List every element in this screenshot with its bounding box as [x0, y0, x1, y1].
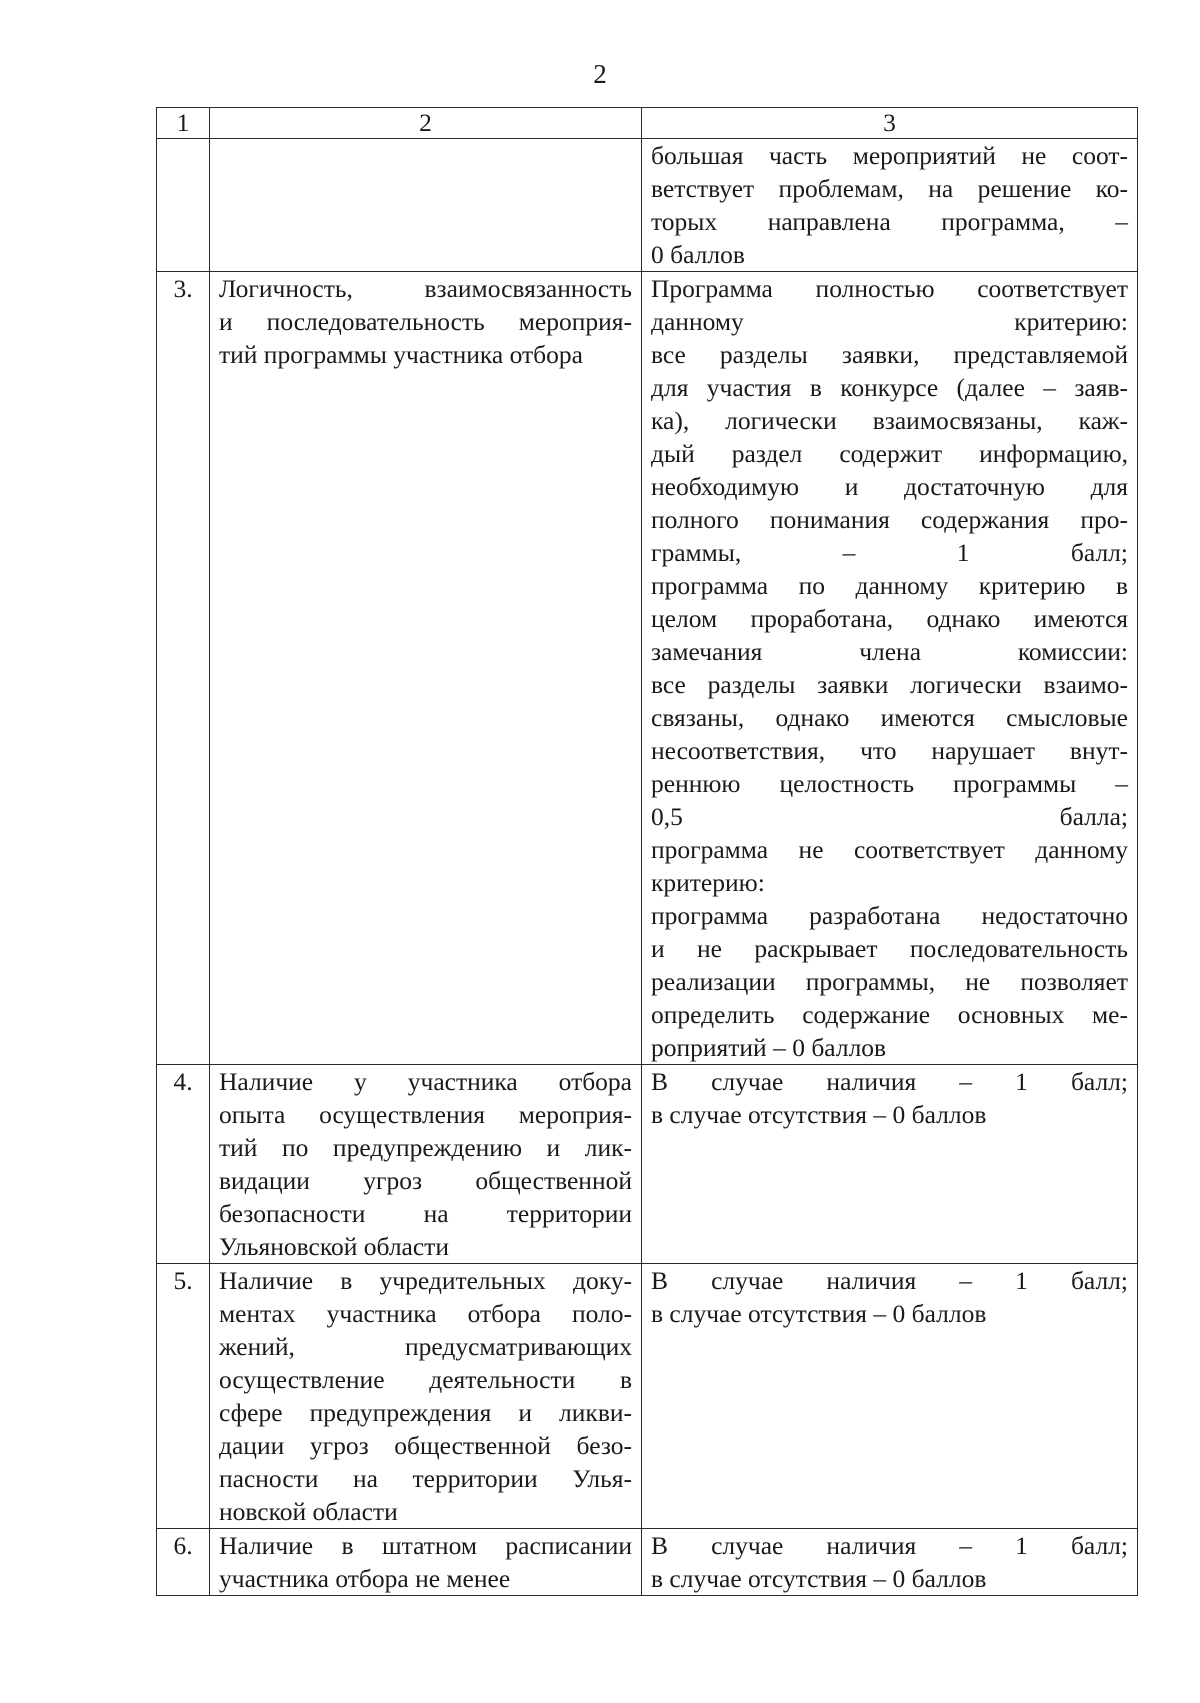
text-line: полного понимания содержания про- [651, 505, 1128, 534]
text-line: опыта осуществления мероприя- [219, 1100, 632, 1129]
table-row [157, 1529, 1138, 1596]
text-line: целом проработана, однако имеются [651, 604, 1128, 633]
table-row-continued [157, 139, 1138, 272]
text-line: Наличие у участника отбора [219, 1067, 632, 1096]
header-col-3: 3 [642, 108, 1138, 139]
score-cell [642, 1065, 1138, 1264]
text-line: необходимую и достаточную для [651, 472, 1128, 501]
text-line: 0 баллов [651, 240, 745, 269]
text-line: и последовательность мероприя- [219, 307, 632, 336]
text-line: Логичность, взаимосвязанность [219, 274, 632, 303]
text-line: несоответствия, что нарушает внут- [651, 736, 1128, 765]
criterion-text [219, 272, 632, 371]
text-line: 0,5 балла; [651, 802, 1128, 831]
text-line: все разделы заявки, представляемой [651, 340, 1128, 369]
score-cell [642, 1264, 1138, 1529]
text-line: в случае отсутствия – 0 баллов [651, 1100, 987, 1129]
text-line: безопасности на территории [219, 1199, 632, 1228]
page-number: 2 [593, 59, 607, 89]
text-line: программа не соответствует данному [651, 835, 1128, 864]
text-line: участника отбора не менее [219, 1564, 511, 1593]
score-text [651, 1529, 1128, 1595]
header-col-2: 2 [210, 108, 642, 139]
text-line: большая часть мероприятий не соот- [651, 141, 1128, 170]
text-line: граммы, – 1 балл; [651, 538, 1128, 567]
text-line: и не раскрывает последовательность [651, 934, 1128, 963]
text-line: все разделы заявки логически взаимо- [651, 670, 1128, 699]
row-number-cell [157, 139, 210, 272]
text-line: программа по данному критерию в [651, 571, 1128, 600]
score-text [651, 272, 1128, 1064]
criterion-cell [210, 139, 642, 272]
criterion-cell [210, 1529, 642, 1596]
score-cell [642, 1529, 1138, 1596]
row-number-cell: 4. [157, 1065, 210, 1264]
score-text [651, 139, 1128, 271]
text-line: программа разработана недостаточно [651, 901, 1128, 930]
row-number-cell: 5. [157, 1264, 210, 1529]
header-col-1: 1 [157, 108, 210, 139]
score-text [651, 1065, 1128, 1131]
row-number-cell: 3. [157, 272, 210, 1065]
text-line: новской области [219, 1497, 398, 1526]
text-line: критерию: [651, 868, 765, 897]
text-line: В случае наличия – 1 балл; [651, 1067, 1128, 1096]
text-line: для участия в конкурсе (далее – заяв- [651, 373, 1128, 402]
table-row [157, 1264, 1138, 1529]
criterion-text [219, 1529, 632, 1595]
text-line: замечания члена комиссии: [651, 637, 1128, 666]
score-cell [642, 139, 1138, 272]
text-line: реализации программы, не позволяет [651, 967, 1128, 996]
text-line: данному критерию: [651, 307, 1128, 336]
criterion-cell [210, 272, 642, 1065]
text-line: В случае наличия – 1 балл; [651, 1531, 1128, 1560]
text-line: осуществление деятельности в [219, 1365, 632, 1394]
criterion-cell [210, 1264, 642, 1529]
text-line: жений, предусматривающих [219, 1332, 632, 1361]
text-line: определить содержание основных ме- [651, 1000, 1128, 1029]
text-line: пасности на территории Улья- [219, 1464, 632, 1493]
text-line: видации угроз общественной [219, 1166, 632, 1195]
criteria-table [156, 107, 1138, 1596]
text-line: Наличие в штатном расписании [219, 1531, 632, 1560]
row-number-cell: 6. [157, 1529, 210, 1596]
text-line: Наличие в учредительных доку- [219, 1266, 632, 1295]
text-line: роприятий – 0 баллов [651, 1033, 887, 1062]
score-text [651, 1264, 1128, 1330]
table-row [157, 272, 1138, 1065]
text-line: в случае отсутствия – 0 баллов [651, 1299, 987, 1328]
text-line: в случае отсутствия – 0 баллов [651, 1564, 987, 1593]
text-line: дации угроз общественной безо- [219, 1431, 632, 1460]
text-line: связаны, однако имеются смысловые [651, 703, 1128, 732]
text-line: Ульяновской области [219, 1232, 449, 1261]
text-line: В случае наличия – 1 балл; [651, 1266, 1128, 1295]
table-header-row [157, 108, 1138, 139]
text-line: реннюю целостность программы – [651, 769, 1128, 798]
text-line: ка), логически взаимосвязаны, каж- [651, 406, 1128, 435]
text-line: ветствует проблемам, на решение ко- [651, 174, 1128, 203]
text-line: дый раздел содержит информацию, [651, 439, 1128, 468]
text-line: сфере предупреждения и ликви- [219, 1398, 632, 1427]
text-line: ментах участника отбора поло- [219, 1299, 632, 1328]
score-cell [642, 272, 1138, 1065]
text-line: торых направлена программа, – [651, 207, 1128, 236]
criterion-cell [210, 1065, 642, 1264]
criterion-text [219, 1264, 632, 1528]
text-line: тий по предупреждению и лик- [219, 1133, 632, 1162]
criterion-text [219, 1065, 632, 1263]
text-line: Программа полностью соответствует [651, 274, 1128, 303]
text-line: тий программы участника отбора [219, 340, 583, 369]
table-row [157, 1065, 1138, 1264]
